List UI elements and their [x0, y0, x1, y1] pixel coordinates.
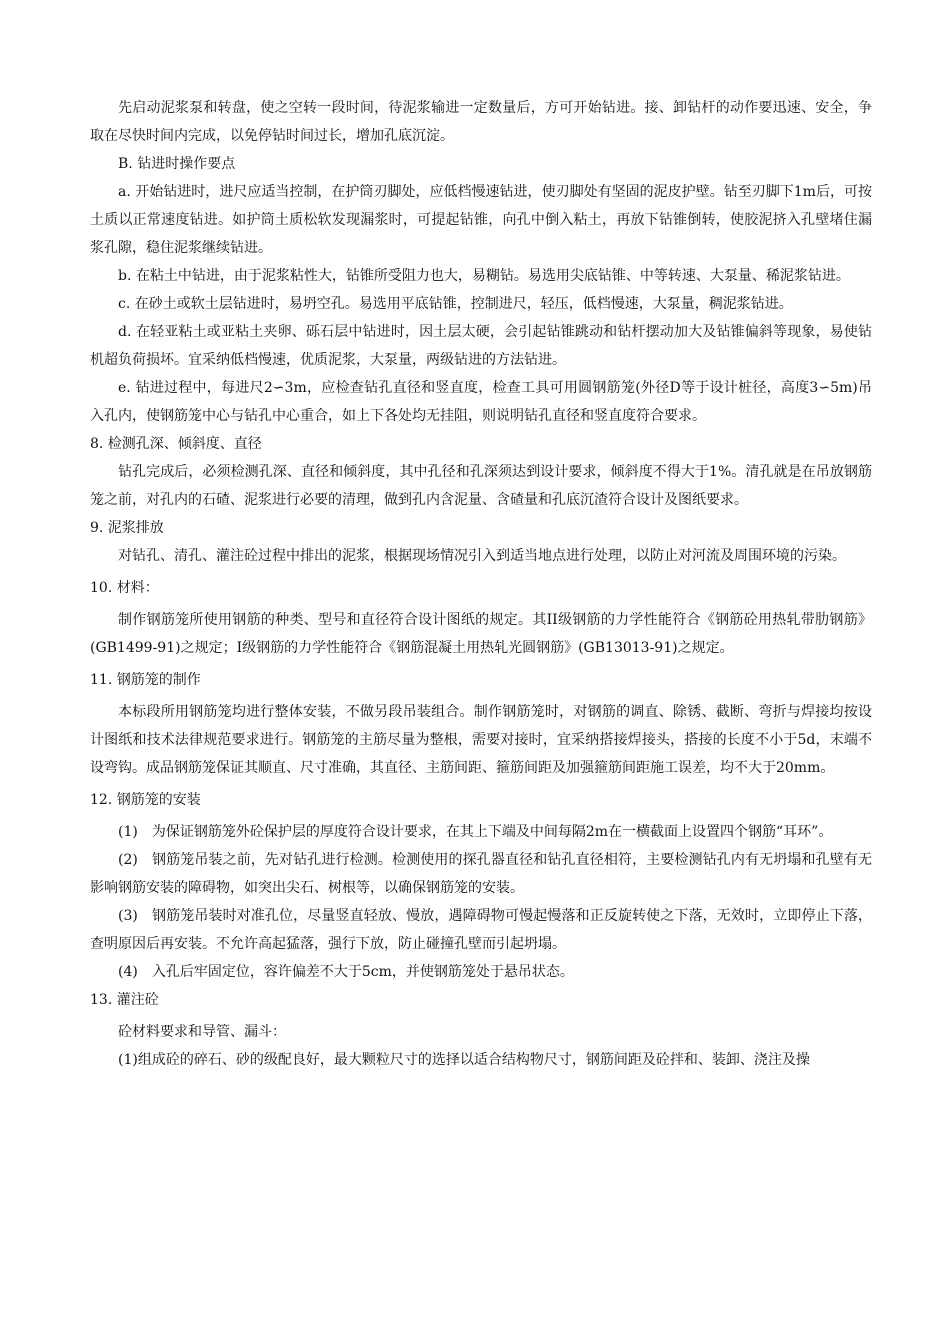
heading-section-10: 10. 材料：: [90, 580, 159, 596]
paragraph-item-b: b. 在粘土中钻进，由于泥浆粘性大，钻锥所受阻力也大，易糊钻。易选用尖底钻锥、中等转速、大泵量、稀泥浆钻进。: [118, 268, 850, 284]
list-item-number: (2): [118, 852, 138, 868]
heading-section-13: 13. 灌注砼: [90, 992, 159, 1008]
list-item: [90, 902, 872, 958]
heading-section-11: 11. 钢筋笼的制作: [90, 672, 201, 688]
paragraph-section-11: 本标段所用钢筋笼均进行整体安装，不做另段吊装组合。制作钢筋笼时，对钢筋的调直、除锈、截断、弯折与焊接均按设计图纸和技术法律规范要求进行。钢筋笼的主筋尽量为整根，需要对接时，宜采纳搭接焊接头，搭接的长度不小于5d，末端不设弯钩。成品钢筋笼保证其顺直、尺寸准确，其直径、主筋间距、箍筋间距及加强箍筋间距施工误差，均不大于20mm。: [90, 704, 872, 776]
paragraph-section-8: 钻孔完成后，必须检测孔深、直径和倾斜度，其中孔径和孔深须达到设计要求，倾斜度不得大于1%。清孔就是在吊放钢筋笼之前，对孔内的石碴、泥浆进行必要的清理，做到孔内含泥量、含碴量和孔底沉渣符合设计及图纸要求。: [90, 464, 872, 508]
list-item-text: 入孔后牢固定位，容许偏差不大于5cm，并使钢筋笼处于悬吊状态。: [151, 964, 574, 980]
list-item: [90, 846, 872, 902]
list-item-number: (3): [118, 908, 138, 924]
paragraph-item-d: d. 在轻亚粘土或亚粘土夹卵、砾石层中钻进时，因土层太硬，会引起钻锥跳动和钻杆摆动加大及钻锥偏斜等现象，易使钻机超负荷损坏。宜采纳低档慢速，优质泥浆，大泵量，两级钻进的方法钻进。: [90, 324, 872, 368]
list-item: [90, 958, 872, 986]
list-item-number: (4): [118, 964, 138, 980]
heading-section-8: 8. 检测孔深、倾斜度、直径: [90, 436, 262, 452]
paragraph-section-13-item-1: (1)组成砼的碎石、砂的级配良好，最大颗粒尺寸的选择以适合结构物尺寸，钢筋间距及砼拌和、装卸、浇注及操: [118, 1052, 810, 1068]
paragraph-item-a: a. 开始钻进时，进尺应适当控制，在护筒刃脚处，应低档慢速钻进，使刃脚处有坚固的泥皮护壁。钻至刃脚下1m后，可按土质以正常速度钻进。如护筒土质松软发现漏浆时，可提起钻锥，向孔中倒入粘土，再放下钻锥倒转，使胶泥挤入孔壁堵住漏浆孔隙，稳住泥浆继续钻进。: [90, 184, 872, 256]
heading-section-9: 9. 泥浆排放: [90, 520, 164, 536]
subheading-drilling-points: B. 钻进时操作要点: [118, 156, 236, 172]
paragraph-item-c: c. 在砂土或软土层钻进时，易坍空孔。易选用平底钻锥，控制进尺，轻压，低档慢速，大泵量，稠泥浆钻进。: [118, 296, 793, 312]
paragraph-section-9: 对钻孔、清孔、灌注砼过程中排出的泥浆，根据现场情况引入到适当地点进行处理，以防止对河流及周围环境的污染。: [118, 548, 846, 564]
paragraph-pump-start: 先启动泥浆泵和转盘，使之空转一段时间，待泥浆输进一定数量后，方可开始钻进。接、卸钻杆的动作要迅速、安全，争取在尽快时间内完成，以免停钻时间过长，增加孔底沉淀。: [90, 100, 872, 144]
heading-section-12: 12. 钢筋笼的安装: [90, 792, 201, 808]
document-page: [90, 94, 872, 1074]
list-item-text: 钢筋笼吊装时对准孔位，尽量竖直轻放、慢放，遇障碍物可慢起慢落和正反旋转使之下落，无效时，立即停止下落，查明原因后再安装。不允许高起猛落，强行下放，防止碰撞孔壁而引起坍塌。: [90, 908, 872, 952]
paragraph-section-10: 制作钢筋笼所使用钢筋的种类、型号和直径符合设计图纸的规定。其II级钢筋的力学性能符合《钢筋砼用热轧带肋钢筋》(GB1499-91)之规定；I级钢筋的力学性能符合《钢筋混凝土用热轧光圆钢筋》(GB13013-91)之规定。: [90, 612, 872, 656]
paragraph-section-13-intro: 砼材料要求和导管、漏斗：: [118, 1024, 286, 1040]
paragraph-item-e: e. 钻进过程中，每进尺2∽3m，应检查钻孔直径和竖直度，检查工具可用圆钢筋笼(外径D等于设计桩径，高度3∽5m)吊入孔内，使钢筋笼中心与钻孔中心重合，如上下各处均无挂阻，则说明钻孔直径和竖直度符合要求。: [90, 380, 872, 424]
list-item-text: 为保证钢筋笼外砼保护层的厚度符合设计要求，在其上下端及中间每隔2m在一横截面上设置四个钢筋“耳环”。: [151, 824, 833, 840]
list-item-text: 钢筋笼吊装之前，先对钻孔进行检测。检测使用的探孔器直径和钻孔直径相符，主要检测钻孔内有无坍塌和孔壁有无影响钢筋安装的障碍物，如突出尖石、树根等，以确保钢筋笼的安装。: [90, 852, 872, 896]
list-item-number: (1): [118, 824, 138, 840]
list-item: [90, 818, 872, 846]
